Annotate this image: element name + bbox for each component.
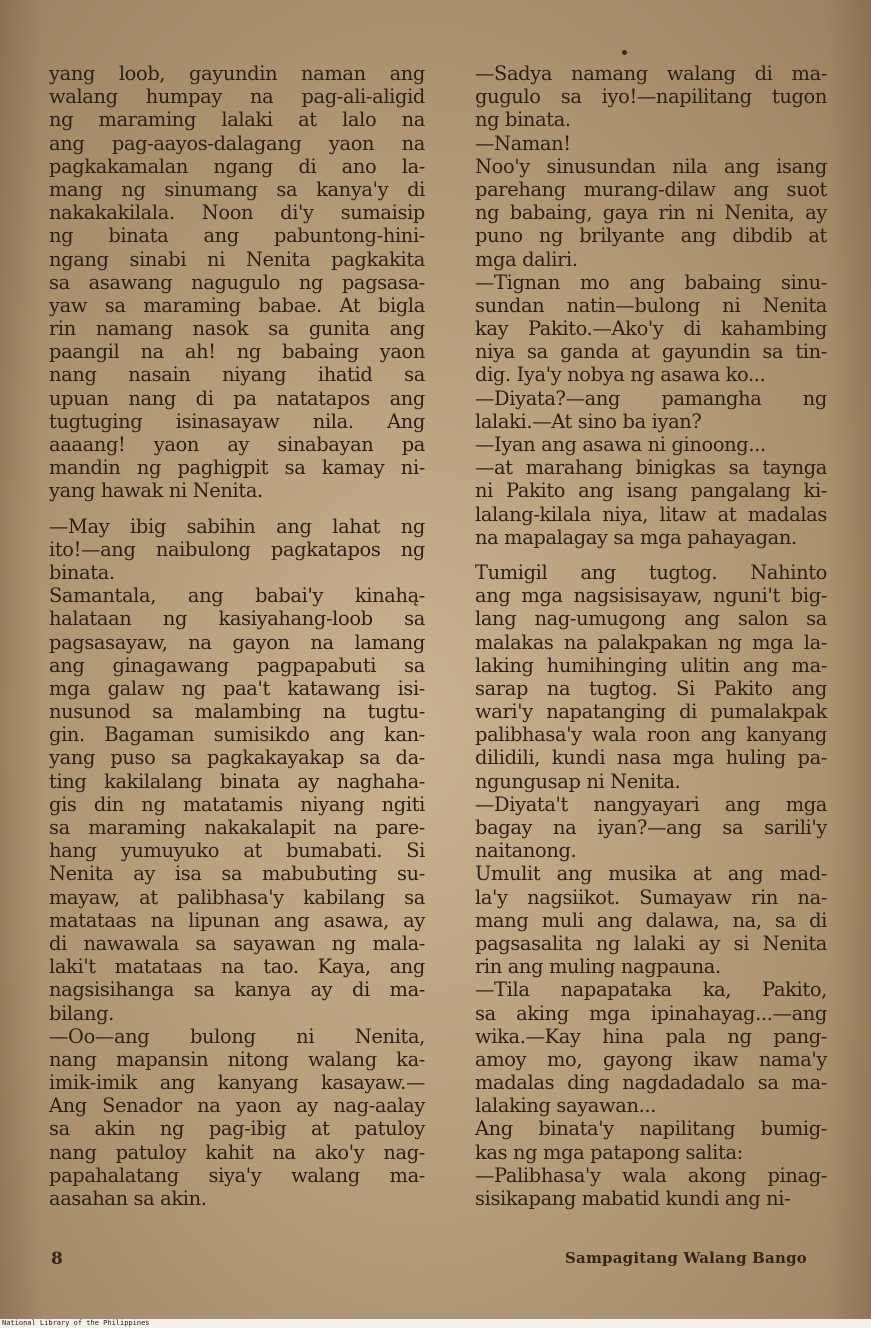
text-line: pagkakamalan ngang di ano la- <box>49 154 425 178</box>
text-line: papahalatang siya'y walang ma- <box>49 1163 425 1187</box>
text-line: imik-imik ang kanyang kasayaw.— <box>49 1071 425 1095</box>
text-line: kay Pakito.—Ako'y di kahambing <box>475 317 827 341</box>
text-line: yang hawak ni Nenita. <box>49 479 263 503</box>
text-line: —Oo—ang bulong ni Nenita, <box>49 1024 425 1048</box>
text-line: Noo'y sinusundan nila ang isang <box>475 154 827 178</box>
text-line: sisikapang mabatid kundi ang ni- <box>475 1187 791 1210</box>
text-line: la'y nagsiikot. Sumayaw rin na- <box>475 885 827 909</box>
text-line: gugulo sa iyo!—napilitang tugon <box>475 85 827 109</box>
text-line: ng binata. <box>475 108 571 132</box>
text-line: di nawawala sa sayawan ng mala- <box>49 931 425 955</box>
text-line: laki't matataas na tao. Kaya, ang <box>49 955 425 979</box>
section-gap <box>49 503 425 515</box>
text-line: nang patuloy kahit na ako'y nag- <box>49 1140 425 1164</box>
text-line: dilidili, kundi nasa mga huling pa- <box>475 746 827 770</box>
text-line: sa maraming nakakalapit na pare- <box>49 816 425 839</box>
text-line: mga galaw ng paa't katawang isi- <box>49 676 425 700</box>
text-line: mga daliri. <box>475 247 578 271</box>
text-line: laking humihinging ulitin ang ma- <box>475 653 827 677</box>
text-line: gin. Bagaman sumisikdo ang kan- <box>49 723 425 747</box>
text-line: aaaang! yaon ay sinabayan pa <box>49 433 425 456</box>
text-line: Ang binata'y napilitang bumig- <box>475 1117 827 1141</box>
text-line: sa aking mga ipinahayag...—ang <box>475 1001 827 1025</box>
text-line: ting kakilalang binata ay naghaha- <box>49 769 425 793</box>
text-line: mang ng sinumang sa kanya'y di <box>49 177 425 201</box>
text-line: ang mga nagsisisayaw, nguni't big- <box>475 584 827 608</box>
text-line: halataan ng kasiyahang-loob sa <box>49 607 425 631</box>
text-line: kas ng mga patapong salita: <box>475 1140 743 1164</box>
text-line: rin namang nasok sa gunita ang <box>49 317 425 341</box>
text-line: ng maraming lalaki at lalo na <box>49 108 425 132</box>
text-line: —Sadya namang walang di ma- <box>475 62 827 85</box>
text-line: naitanong. <box>475 839 577 863</box>
text-line: ito!—ang naibulong pagkatapos ng <box>49 537 425 561</box>
text-line: sarap na tugtog. Si Pakito ang <box>475 676 827 700</box>
text-line: —Diyata?—ang pamangha ng <box>475 386 827 410</box>
text-line: malakas na palakpakan ng mga la- <box>475 630 827 654</box>
text-line: gis din ng matatamis niyang ngiti <box>49 792 425 816</box>
text-line: Ang Senador na yaon ay nag-aalay <box>49 1094 425 1118</box>
text-line: madalas ding nagdadadalo sa ma- <box>475 1071 827 1095</box>
text-line: mang muli ang dalawa, na, sa di <box>475 908 827 932</box>
text-line: ni Pakito ang isang pangalang ki- <box>475 479 827 503</box>
text-line: ngungusap ni Nenita. <box>475 769 681 793</box>
decorative-dot <box>622 50 627 55</box>
text-line: Samantala, ang babai'y kinahą- <box>49 584 425 608</box>
text-line: dig. Iya'y nobya ng asawa ko... <box>475 363 766 387</box>
text-line: tugtuging isinasayaw nila. Ang <box>49 409 425 433</box>
text-line: —May ibig sabihin ang lahat ng <box>49 514 425 538</box>
text-line: pagsasayaw, na gayon na lamang <box>49 630 425 654</box>
page-number: 8 <box>51 1249 63 1269</box>
text-line: —Iyan ang asawa ni ginoong... <box>475 433 766 456</box>
left-text-column <box>49 62 425 1210</box>
text-line: rin ang muling nagpauna. <box>475 955 721 979</box>
text-line: aasahan sa akin. <box>49 1187 207 1210</box>
text-line: —at marahang binigkas sa taynga <box>475 456 827 480</box>
text-line: sa asawang nagugulo ng pagsasa- <box>49 270 425 294</box>
library-watermark: National Library of the Philippines <box>2 1319 150 1327</box>
text-line: amoy mo, gayong ikaw nama'y <box>475 1047 827 1071</box>
text-line: Umulit ang musika at ang mad- <box>475 862 827 886</box>
text-line: nang mapansin nitong walang ka- <box>49 1047 425 1071</box>
text-line: sundan natin—bulong ni Nenita <box>475 293 827 317</box>
text-line: bagay na iyan?—ang sa sarili'y <box>475 816 827 839</box>
text-line: sa akin ng pag-ibig at patuloy <box>49 1117 425 1141</box>
right-text-column <box>475 62 827 1210</box>
text-line: yaw sa maraming babae. At bigla <box>49 293 425 317</box>
text-line: parehang murang-dilaw ang suot <box>475 177 827 201</box>
text-line: pagsasalita ng lalaki ay si Nenita <box>475 931 827 955</box>
text-line: binata. <box>49 560 115 584</box>
text-line: upuan nang di pa natatapos ang <box>49 386 425 410</box>
text-line: —Palibhasa'y wala akong pinag- <box>475 1163 827 1187</box>
text-line: na mapalagay sa mga pahayagan. <box>475 525 797 549</box>
text-line: ng binata ang pabuntong-hini- <box>49 224 425 248</box>
text-line: —Tignan mo ang babaing sinu- <box>475 270 827 294</box>
text-line: palibhasa'y wala roon ang kanyang <box>475 723 827 747</box>
text-line: lalaki.—At sino ba iyan? <box>475 409 702 433</box>
text-line: lalaking sayawan... <box>475 1094 657 1118</box>
text-line: niya sa ganda at gayundin sa tin- <box>475 340 827 364</box>
text-line: Tumigil ang tugtog. Nahinto <box>475 560 827 584</box>
text-line: ngang sinabi ni Nenita pagkakita <box>49 247 425 271</box>
text-line: yang loob, gayundin naman ang <box>49 62 425 85</box>
text-line: ang ginagawang pagpapabuti sa <box>49 653 425 677</box>
text-line: lang nag-umugong ang salon sa <box>475 607 827 631</box>
text-line: yang puso sa pagkakayakap sa da- <box>49 746 425 770</box>
text-line: lalang-kilala niya, litaw at madalas <box>475 502 827 526</box>
text-line: ang pag-aayos-dalagang yaon na <box>49 131 425 155</box>
text-line: wika.—Kay hina pala ng pang- <box>475 1024 827 1048</box>
section-gap <box>475 549 827 561</box>
text-line: nang nasain niyang ihatid sa <box>49 363 425 387</box>
text-line: —Naman! <box>475 131 571 155</box>
text-line: nagsisihanga sa kanya ay di ma- <box>49 978 425 1002</box>
text-line: nusunod sa malambing na tugtu- <box>49 700 425 724</box>
text-line: hang yumuyuko at bumabati. Si <box>49 839 425 863</box>
running-title: Sampagitang Walang Bango <box>565 1249 807 1267</box>
text-line: mayaw, at palibhasa'y kabilang sa <box>49 885 425 909</box>
text-line: wari'y napatanging di pumalakpak <box>475 700 827 724</box>
text-line: paangil na ah! ng babaing yaon <box>49 340 425 364</box>
text-line: —Diyata't nangyayari ang mga <box>475 792 827 816</box>
text-line: puno ng brilyante ang dibdib at <box>475 224 827 248</box>
text-line: walang humpay na pag-ali-aligid <box>49 85 425 109</box>
text-line: nakakakilala. Noon di'y sumaisip <box>49 201 425 225</box>
text-line: —Tila napapataka ka, Pakito, <box>475 978 827 1002</box>
text-line: ng babaing, gaya rin ni Nenita, ay <box>475 201 827 225</box>
text-line: matataas na lipunan ang asawa, ay <box>49 908 425 932</box>
text-line: mandin ng paghigpit sa kamay ni- <box>49 456 425 480</box>
text-line: bilang. <box>49 1001 114 1025</box>
text-line: Nenita ay isa sa mabubuting su- <box>49 862 425 886</box>
